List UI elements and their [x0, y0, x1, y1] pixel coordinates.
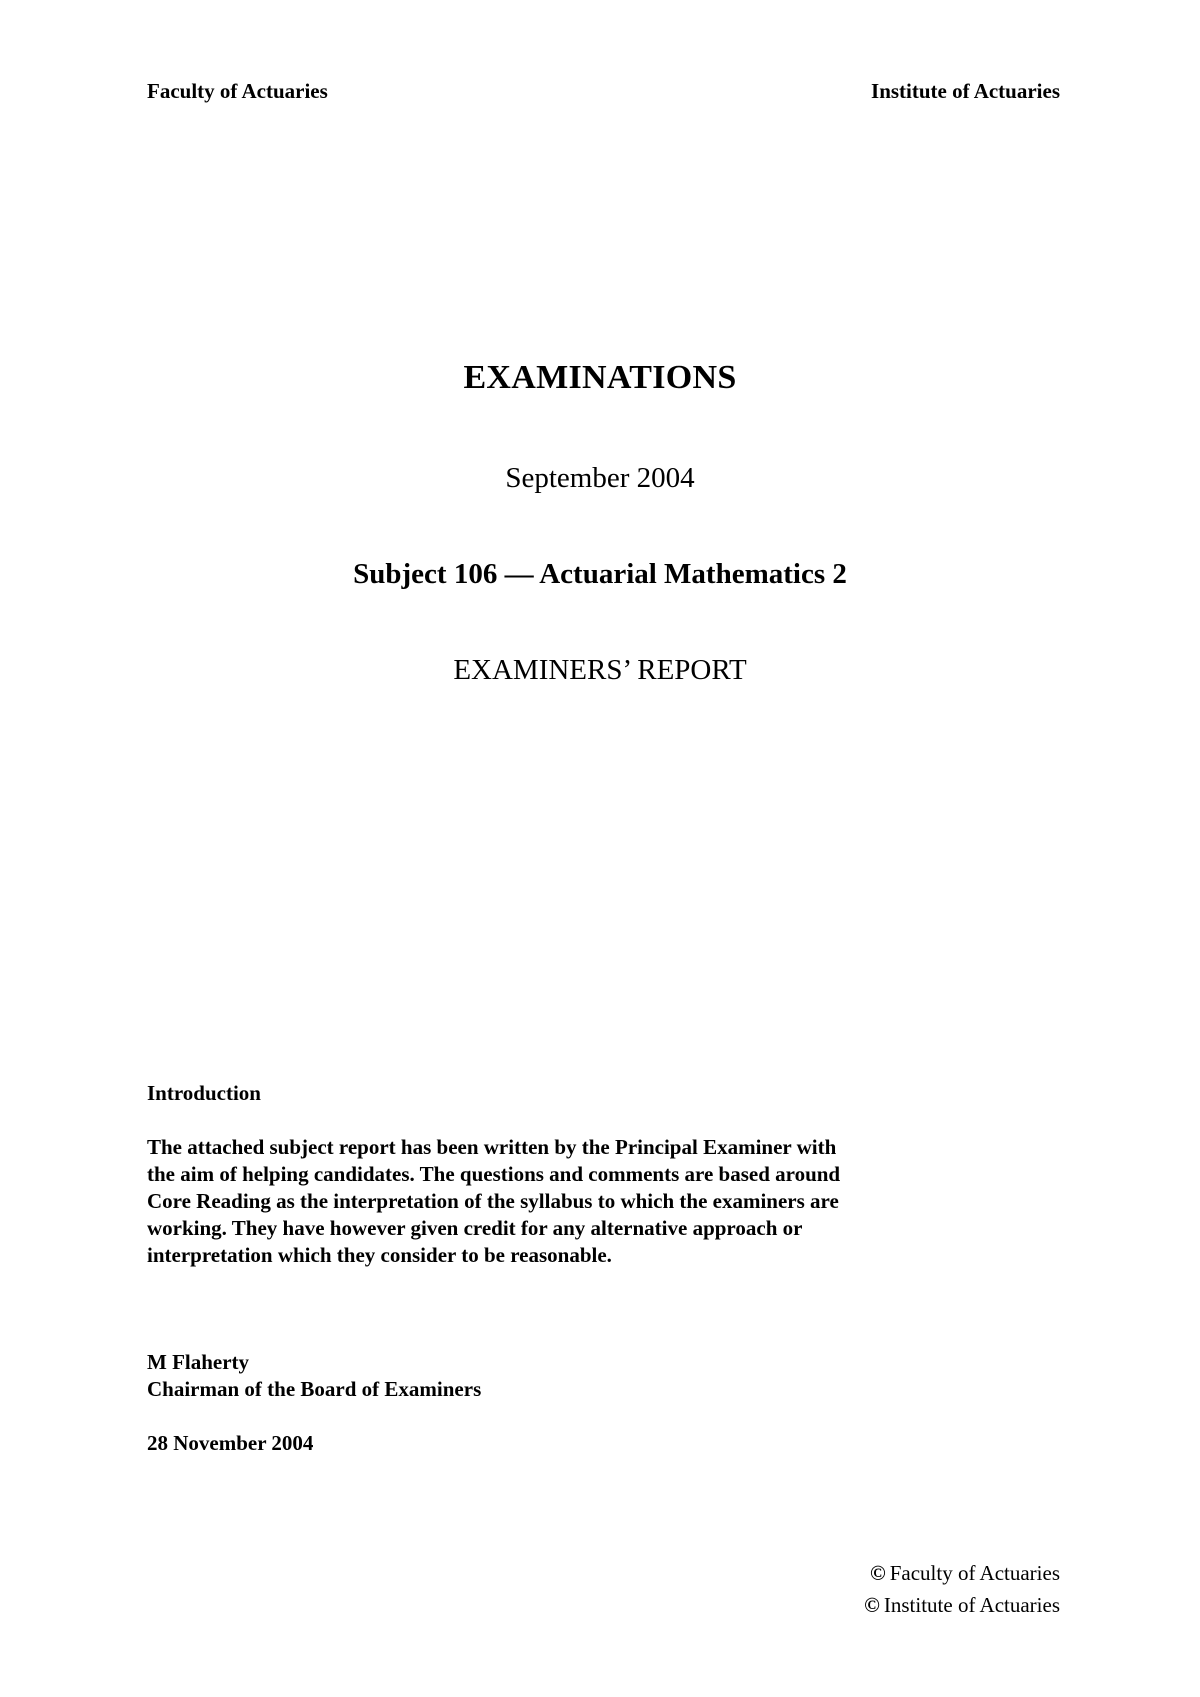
copyright-holder: Institute of Actuaries — [883, 1593, 1060, 1617]
introduction-body — [147, 1134, 1067, 1269]
document-title: EXAMINATIONS — [463, 359, 737, 396]
exam-date: September 2004 — [505, 462, 695, 494]
copyright-line-faculty — [864, 1557, 1060, 1589]
introduction-line: Core Reading as the interpretation of the syllabus to which the examiners are — [147, 1189, 839, 1213]
introduction-line: working. They have however given credit for any alternative approach or — [147, 1216, 803, 1240]
copyright-line-institute — [864, 1589, 1060, 1621]
subject-title: Subject 106 — Actuarial Mathematics 2 — [353, 558, 847, 590]
introduction-line: the aim of helping candidates. The questions and comments are based around — [147, 1162, 841, 1186]
signatory-name: M Flaherty — [147, 1350, 250, 1374]
copyright-icon: © — [870, 1561, 886, 1585]
introduction-heading: Introduction — [147, 1081, 261, 1105]
copyright-icon: © — [864, 1593, 880, 1617]
copyright-block — [864, 1557, 1060, 1621]
header-right-organisation: Institute of Actuaries — [871, 79, 1060, 103]
signature-date: 28 November 2004 — [147, 1431, 314, 1455]
signatory-block — [147, 1349, 481, 1403]
introduction-line: interpretation which they consider to be reasonable. — [147, 1243, 612, 1267]
report-label: EXAMINERS’ REPORT — [453, 654, 747, 686]
copyright-holder: Faculty of Actuaries — [889, 1561, 1060, 1585]
signatory-role: Chairman of the Board of Examiners — [147, 1377, 482, 1401]
introduction-line: The attached subject report has been written by the Principal Examiner with — [147, 1135, 837, 1159]
header-left-organisation: Faculty of Actuaries — [147, 79, 328, 103]
